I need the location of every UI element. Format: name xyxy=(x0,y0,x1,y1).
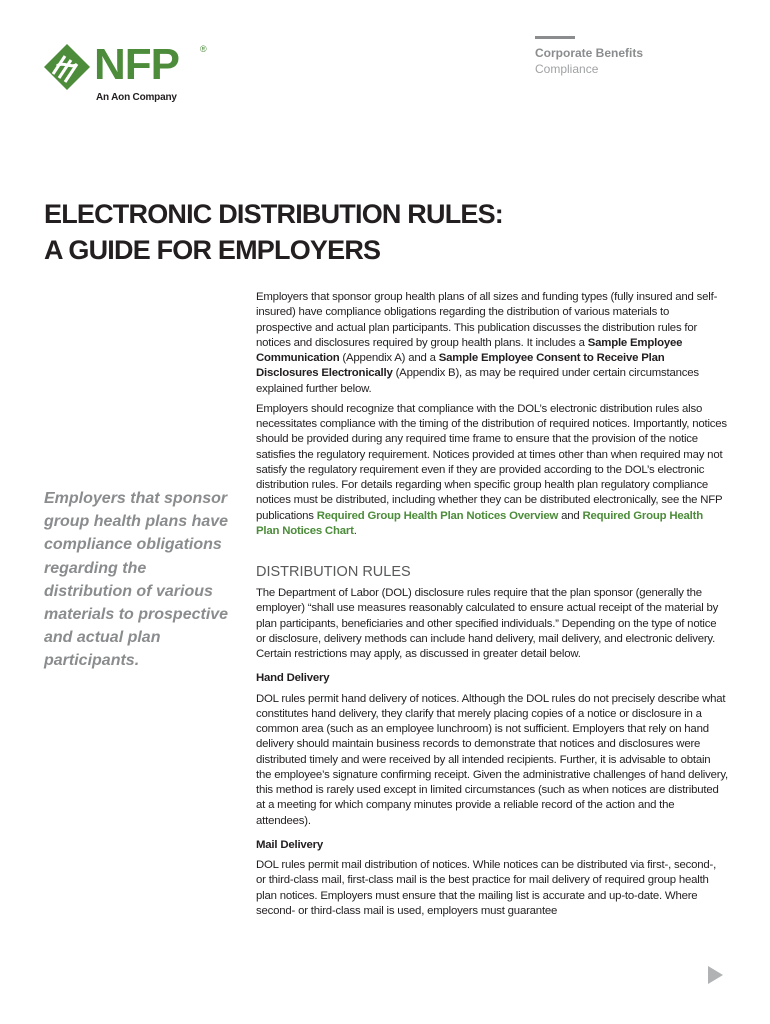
nfp-logo-mark-icon xyxy=(44,44,90,90)
subheading-mail-delivery: Mail Delivery xyxy=(256,838,324,851)
body-text xyxy=(256,290,728,924)
logo-tagline: An Aon Company xyxy=(96,92,177,103)
text-run: and xyxy=(558,509,583,522)
distribution-paragraph: The Department of Labor (DOL) disclosure rules require that the plan sponsor (generally the employer) “shall use measures reasonably calculated to ensure actual receipt of the material by plan participants, beneficiaries and other specified individuals.” Depending on the type of notice or disclosure, delivery methods can include hand delivery, mail delivery, and electronic delivery. Certain restrictions may apply, as discussed in greater detail below. xyxy=(256,587,719,660)
text-run: Employers that sponsor group health plans of all sizes and funding types (fully insured and self-insured) have compliance obligations regarding the distribution of various materials to prospective and actual plan participants. This publication discusses the distribution rules for notices and disclosures required by group health plans. It includes a xyxy=(256,291,718,349)
pull-quote: Employers that sponsor group health plans have compliance obligations regarding the distribution of various materials to prospective and actual plan participants. xyxy=(44,490,229,670)
intro-paragraph-2 xyxy=(256,402,728,539)
emphasis-sample-communication: Sample Employee Communication xyxy=(256,336,683,364)
page-title xyxy=(44,196,724,268)
text-run: (Appendix A) and a xyxy=(339,352,439,364)
text-run: Employers should recognize that compliance with the DOL’s electronic distribution rules also necessitates compliance with the timing of the distribution of required notices. Importantly, notices should be provided during any required time frame to ensure that the provision of the notice satisfies the regulatory requirement. Notices provided at times other than when required may not satisfy the regulatory requirement even if they are provided according to the DOL’s electronic distribution rules. For details regarding when specific group health plan regulatory compliance notices must be distributed, including whether they can be distributed electronically, see the NFP publications xyxy=(256,402,727,522)
emphasis-sample-consent: Sample Employee Consent to Receive Plan Disclosures Electronically xyxy=(256,352,665,380)
text-run: . xyxy=(353,524,357,537)
title-line-2: A GUIDE FOR EMPLOYERS xyxy=(44,235,381,265)
header-subcategory: Compliance xyxy=(535,62,599,76)
text-run: (Appendix B), as may be required under certain circumstances explained further below. xyxy=(256,367,699,395)
header-rule xyxy=(535,36,575,39)
intro-paragraph-1 xyxy=(256,290,728,397)
link-notices-chart[interactable]: Required Group Health Plan Notices Chart xyxy=(256,509,703,537)
title-line-1: ELECTRONIC DISTRIBUTION RULES: xyxy=(44,199,503,229)
next-page-arrow-icon[interactable] xyxy=(708,966,723,984)
header-category: Corporate Benefits xyxy=(535,46,644,60)
hand-delivery-paragraph: DOL rules permit hand delivery of notices. Although the DOL rules do not precisely describe what constitutes hand delivery, they clarify that merely placing copies of a notice or disclosure in a common area (such as an employee lunchroom) is not sufficient. Employers that rely on hand delivery should maintain business records to demonstrate that notices and disclosures were distributed timely and were received by all intended recipients. Further, it is advisable to obtain the employee’s signature confirming receipt. Given the administrative challenges of hand delivery, this method is rarely used except in limited circumstances (such as when notices are distributed at a meeting for which company minutes provide a reliable record of the action and the attendees). xyxy=(256,692,728,827)
subheading-hand-delivery: Hand Delivery xyxy=(256,672,330,685)
nfp-logo xyxy=(44,42,214,106)
mail-delivery-paragraph: DOL rules permit mail distribution of notices. While notices can be distributed via first-, second-, or third-class mail, first-class mail is the best practice for mail delivery of required group health plan notices. Employers must ensure that the mailing list is accurate and up-to-date. Where second- or third-class mail is used, employers must guarantee xyxy=(256,859,717,917)
registered-mark: ® xyxy=(200,44,207,54)
section-heading-distribution-rules: DISTRIBUTION RULES xyxy=(256,564,411,580)
logo-wordmark: NFP xyxy=(94,40,179,89)
link-notices-overview[interactable]: Required Group Health Plan Notices Overview xyxy=(316,509,559,522)
